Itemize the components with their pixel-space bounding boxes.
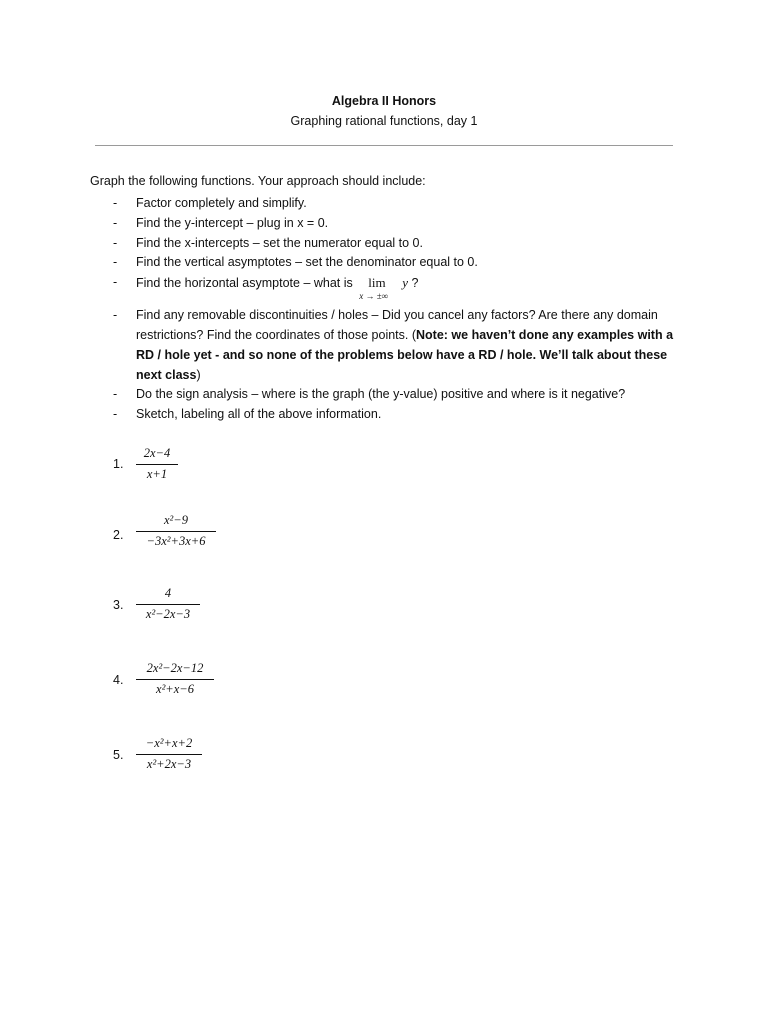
list-item: - Find any removable discontinuities / holes – Did you cancel any factors? Are there any domain restrictions? Find the coordinates of those points. (Note: we haven’t done any examples with a RD / hole yet - and so none of the problems below have a RD / hole. We’ll talk about these next class) bbox=[113, 308, 674, 382]
problem-5-fraction: −x²+x+2 x²+2x−3 bbox=[136, 736, 202, 772]
page-title: Algebra II Honors bbox=[331, 94, 437, 108]
list-item: - Find the y-intercept – plug in x = 0. bbox=[113, 215, 329, 230]
list-item: - Find the horizontal asymptote – what is lim x → ±∞ y ? bbox=[113, 275, 419, 302]
problem-4-fraction: 2x²−2x−12 x²+x−6 bbox=[136, 661, 214, 697]
problem-4-label: 4. bbox=[113, 673, 124, 687]
instructions-intro: Graph the following functions. Your approach should include: bbox=[90, 174, 426, 188]
problem-5-label: 5. bbox=[113, 748, 124, 762]
list-item: - Find the vertical asymptotes – set the denominator equal to 0. bbox=[113, 255, 478, 270]
list-item: - Factor completely and simplify. bbox=[113, 196, 307, 210]
problem-3-fraction: 4 x²−2x−3 bbox=[136, 586, 200, 622]
instruction-list bbox=[113, 194, 683, 425]
list-item: - Do the sign analysis – where is the graph (the y-value) positive and where is it negative? bbox=[113, 387, 626, 402]
problem-2-fraction: x²−9 −3x²+3x+6 bbox=[136, 513, 216, 549]
problem-3-label: 3. bbox=[113, 598, 124, 612]
header-divider bbox=[95, 145, 673, 146]
problem-2-label: 2. bbox=[113, 528, 124, 542]
list-item: - Find the x-intercepts – set the numerator equal to 0. bbox=[113, 235, 423, 250]
problem-1-label: 1. bbox=[113, 457, 124, 471]
problem-1-fraction: 2x−4 x+1 bbox=[136, 446, 178, 482]
note-bold: Note: we haven’t done any examples with a RD / hole yet - and so none of the problems below have a RD / hole. We’ll talk about these next class bbox=[136, 327, 674, 382]
page-subtitle: Graphing rational functions, day 1 bbox=[290, 114, 478, 128]
limit-expression: lim x → ±∞ bbox=[359, 275, 389, 302]
list-item: - Sketch, labeling all of the above information. bbox=[113, 407, 382, 422]
